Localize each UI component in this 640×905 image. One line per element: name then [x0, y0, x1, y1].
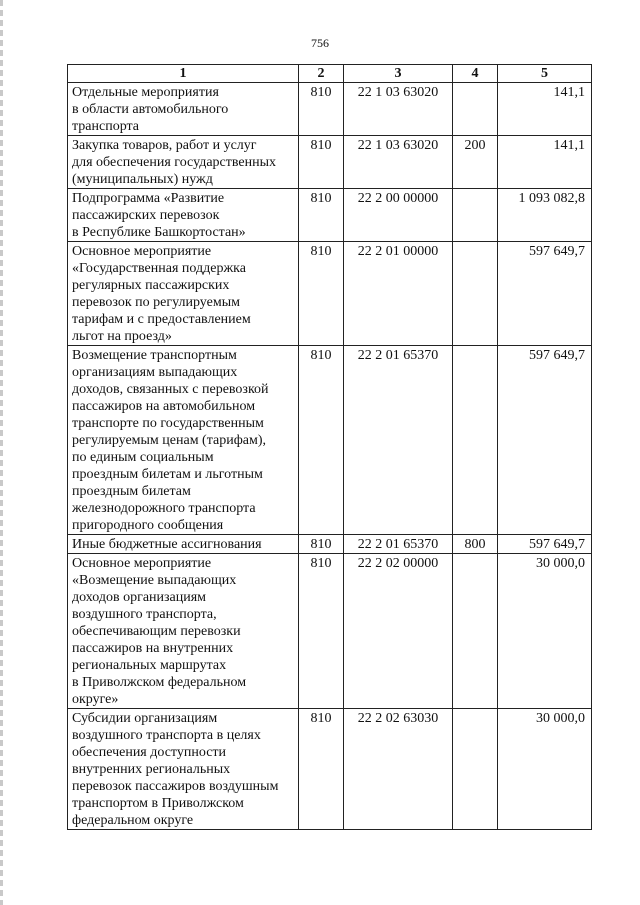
cell-col-3: 22 1 03 63020	[344, 83, 453, 136]
table-row	[68, 136, 592, 189]
cell-col-1: Подпрограмма «Развитие пассажирских перевозок в Республике Башкортостан»	[68, 189, 299, 242]
cell-col-1: Закупка товаров, работ и услуг для обеспечения государственных (муниципальных) нужд	[68, 136, 299, 189]
cell-col-5: 141,1	[498, 83, 592, 136]
scan-edge	[0, 0, 3, 905]
cell-col-3: 22 2 00 00000	[344, 189, 453, 242]
table-row	[68, 554, 592, 709]
column-header-4: 4	[453, 65, 498, 83]
cell-col-4	[453, 346, 498, 535]
column-header-5: 5	[498, 65, 592, 83]
table-row	[68, 189, 592, 242]
column-header-3: 3	[344, 65, 453, 83]
cell-col-5: 597 649,7	[498, 535, 592, 554]
cell-col-5: 30 000,0	[498, 554, 592, 709]
cell-col-4	[453, 83, 498, 136]
cell-col-3: 22 2 01 65370	[344, 346, 453, 535]
cell-col-2: 810	[299, 136, 344, 189]
table-header-row	[68, 65, 592, 83]
table-row	[68, 83, 592, 136]
table-row	[68, 535, 592, 554]
cell-col-4	[453, 554, 498, 709]
cell-col-5: 597 649,7	[498, 346, 592, 535]
cell-col-2: 810	[299, 554, 344, 709]
cell-col-4	[453, 189, 498, 242]
page-number: 756	[311, 36, 329, 50]
cell-col-3: 22 1 03 63020	[344, 136, 453, 189]
cell-col-2: 810	[299, 83, 344, 136]
cell-col-3: 22 2 01 00000	[344, 242, 453, 346]
table-row	[68, 242, 592, 346]
cell-col-2: 810	[299, 346, 344, 535]
cell-col-3: 22 2 02 63030	[344, 709, 453, 830]
cell-col-4	[453, 709, 498, 830]
cell-col-1: Иные бюджетные ассигнования	[68, 535, 299, 554]
cell-col-1: Субсидии организациям воздушного транспорта в целях обеспечения доступности внутренних региональных перевозок пассажиров воздушным транспортом в Приволжском федеральном округе	[68, 709, 299, 830]
cell-col-3: 22 2 02 00000	[344, 554, 453, 709]
cell-col-5: 30 000,0	[498, 709, 592, 830]
cell-col-1: Возмещение транспортным организациям выпадающих доходов, связанных с перевозкой пассажиров на автомобильном транспорте по государственным регулируемым ценам (тарифам), по единым социальным проездным билетам и льготным проездным билетам железнодорожного транспорта пригородного сообщения	[68, 346, 299, 535]
cell-col-2: 810	[299, 709, 344, 830]
cell-col-4: 200	[453, 136, 498, 189]
cell-col-1: Основное мероприятие «Государственная поддержка регулярных пассажирских перевозок по регулируемым тарифам и с предоставлением льгот на проезд»	[68, 242, 299, 346]
cell-col-4: 800	[453, 535, 498, 554]
column-header-1: 1	[68, 65, 299, 83]
cell-col-3: 22 2 01 65370	[344, 535, 453, 554]
cell-col-2: 810	[299, 242, 344, 346]
table-body	[68, 83, 592, 830]
budget-table	[67, 64, 592, 830]
column-header-2: 2	[299, 65, 344, 83]
table-row	[68, 346, 592, 535]
cell-col-5: 141,1	[498, 136, 592, 189]
cell-col-5: 597 649,7	[498, 242, 592, 346]
cell-col-4	[453, 242, 498, 346]
cell-col-5: 1 093 082,8	[498, 189, 592, 242]
cell-col-1: Основное мероприятие «Возмещение выпадающих доходов организациям воздушного транспорта, обеспечивающим перевозки пассажиров на внутренних региональных маршрутах в Приволжском федеральном округе»	[68, 554, 299, 709]
table-row	[68, 709, 592, 830]
cell-col-2: 810	[299, 189, 344, 242]
cell-col-1: Отдельные мероприятия в области автомобильного транспорта	[68, 83, 299, 136]
cell-col-2: 810	[299, 535, 344, 554]
